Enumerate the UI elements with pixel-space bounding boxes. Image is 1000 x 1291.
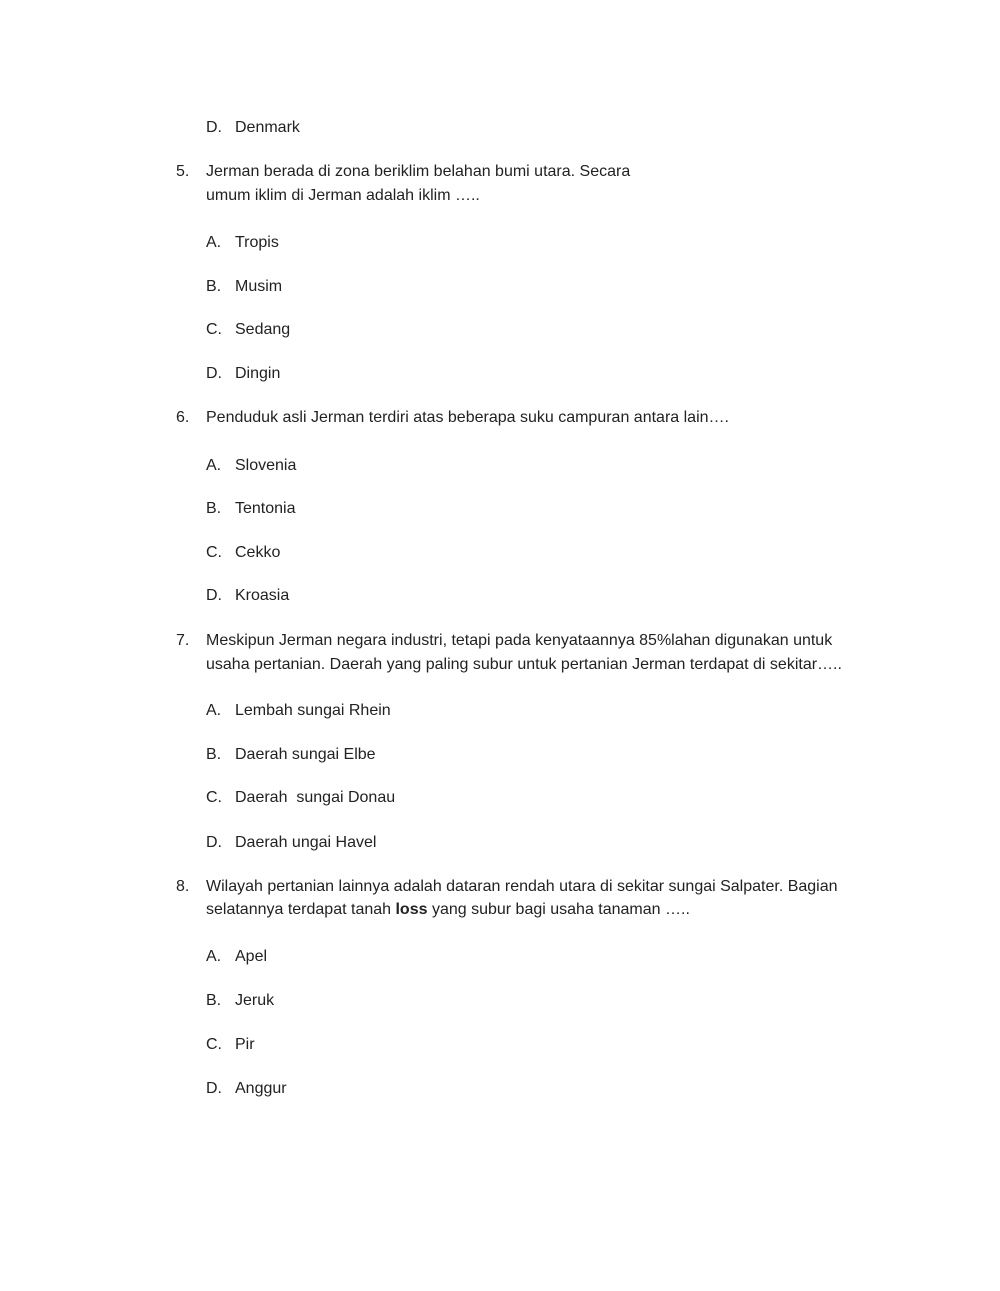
option-letter: D. xyxy=(206,587,222,604)
option-text: Pir xyxy=(235,1036,255,1053)
option-text: Slovenia xyxy=(235,457,297,474)
bold-term: loss xyxy=(395,901,428,918)
option-letter: C. xyxy=(206,789,222,806)
option-text: Musim xyxy=(235,278,283,295)
option-letter: A. xyxy=(206,234,222,251)
option-text: Jeruk xyxy=(235,992,275,1009)
option-text: Cekko xyxy=(235,544,281,561)
question-text xyxy=(206,898,690,922)
option-letter: A. xyxy=(206,948,222,965)
question-text: usaha pertanian. Daerah yang paling subur untuk pertanian Jerman terdapat di sekitar….. xyxy=(206,656,842,673)
option-text: Daerah sungai Donau xyxy=(235,789,396,806)
option-text: Tentonia xyxy=(235,500,296,517)
question-text-part: yang subur bagi usaha tanaman ….. xyxy=(427,901,690,918)
option-text: Daerah ungai Havel xyxy=(235,834,377,851)
option-text: Apel xyxy=(235,948,268,965)
option-text: Kroasia xyxy=(235,587,290,604)
question-number: 5. xyxy=(176,163,190,180)
option-letter: C. xyxy=(206,544,222,561)
question-number: 6. xyxy=(176,409,190,426)
question-text: Wilayah pertanian lainnya adalah dataran rendah utara di sekitar sungai Salpater. Bagian xyxy=(206,878,838,895)
question-number: 8. xyxy=(176,878,190,895)
option-letter: B. xyxy=(206,500,222,517)
option-letter: D. xyxy=(206,1080,222,1097)
option-text: Lembah sungai Rhein xyxy=(235,702,391,719)
option-letter: D. xyxy=(206,834,222,851)
option-text: Daerah sungai Elbe xyxy=(235,746,376,763)
option-letter: A. xyxy=(206,457,222,474)
option-text: Denmark xyxy=(235,119,300,136)
question-text: Penduduk asli Jerman terdiri atas beberapa suku campuran antara lain…. xyxy=(206,409,729,426)
option-letter: C. xyxy=(206,321,222,338)
option-letter: B. xyxy=(206,992,222,1009)
option-letter: A. xyxy=(206,702,222,719)
option-letter: B. xyxy=(206,278,222,295)
question-text: umum iklim di Jerman adalah iklim ….. xyxy=(206,187,480,204)
question-number: 7. xyxy=(176,632,190,649)
option-text: Dingin xyxy=(235,365,281,382)
question-text: Meskipun Jerman negara industri, tetapi pada kenyataannya 85%lahan digunakan untuk xyxy=(206,632,833,649)
option-letter: B. xyxy=(206,746,222,763)
option-text: Sedang xyxy=(235,321,291,338)
option-text: Anggur xyxy=(235,1080,287,1097)
question-text: Jerman berada di zona beriklim belahan bumi utara. Secara xyxy=(206,163,631,180)
option-text: Tropis xyxy=(235,234,279,251)
option-letter: D. xyxy=(206,119,222,136)
option-letter: C. xyxy=(206,1036,222,1053)
option-letter: D. xyxy=(206,365,222,382)
question-text-part: selatannya terdapat tanah xyxy=(206,901,396,918)
